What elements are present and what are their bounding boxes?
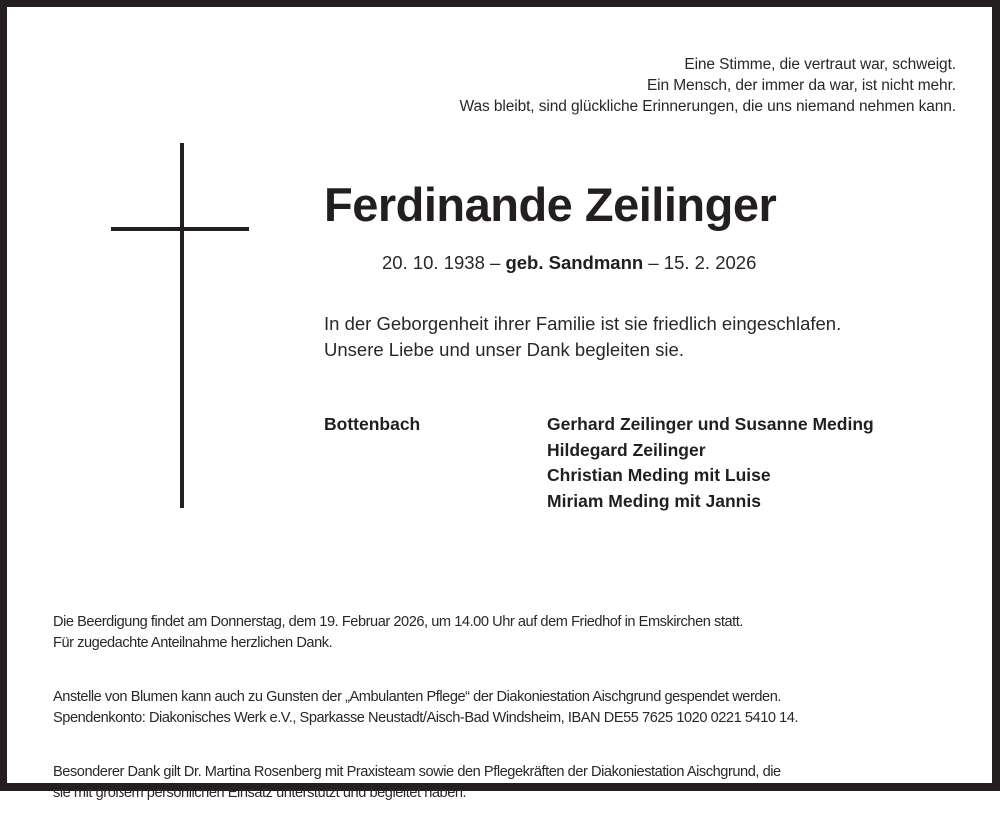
mourner-name: Gerhard Zeilinger und Susanne Meding bbox=[547, 414, 874, 434]
cross-horizontal-beam bbox=[111, 227, 249, 231]
mourners-list bbox=[547, 412, 874, 514]
donation-notice-line: Anstelle von Blumen kann auch zu Gunsten der „Ambulanten Pflege“ der Diakoniestation Aischgrund gespendet werden. bbox=[53, 689, 781, 705]
deceased-name: Ferdinande Zeilinger bbox=[324, 178, 777, 231]
thanks-notice-line: Besonderer Dank gilt Dr. Martina Rosenberg mit Praxisteam sowie den Pflegekräften der Diakoniestation Aischgrund, die bbox=[53, 764, 781, 780]
cross-vertical-beam bbox=[180, 143, 184, 508]
motto-line: Eine Stimme, die vertraut war, schweigt. bbox=[684, 56, 956, 73]
motto-verse bbox=[460, 54, 956, 117]
motto-line: Ein Mensch, der immer da war, ist nicht mehr. bbox=[646, 77, 956, 94]
maiden-name: geb. Sandmann bbox=[505, 252, 644, 273]
motto-line: Was bleibt, sind glückliche Erinnerungen, die uns niemand nehmen kann. bbox=[459, 98, 956, 115]
thanks-notice-line: sie mit großem persönlichen Einsatz unterstützt und begleitet haben. bbox=[53, 785, 467, 801]
date-separator: – bbox=[484, 252, 506, 273]
date-separator: – bbox=[643, 252, 664, 273]
mourner-name: Christian Meding mit Luise bbox=[547, 465, 771, 485]
mourner-name: Miriam Meding mit Jannis bbox=[547, 490, 761, 511]
birth-date: 20. 10. 1938 bbox=[382, 252, 485, 273]
sentence-line: In der Geborgenheit ihrer Familie ist sie friedlich eingeschlafen. bbox=[324, 313, 842, 334]
donation-notice-line: Spendenkonto: Diakonisches Werk e.V., Sparkasse Neustadt/Aisch-Bad Windsheim, IBAN DE55 7625 1020 0221 5410 14. bbox=[53, 710, 799, 726]
death-date: 15. 2. 2026 bbox=[663, 252, 757, 273]
funeral-notice-line: Die Beerdigung findet am Donnerstag, dem 19. Februar 2026, um 14.00 Uhr auf dem Friedhof in Emskirchen statt. bbox=[53, 614, 743, 630]
sentence-line: Unsere Liebe und unser Dank begleiten sie. bbox=[324, 339, 684, 360]
mourners-place: Bottenbach bbox=[324, 414, 421, 434]
memorial-sentence bbox=[324, 311, 841, 363]
funeral-notice-line: Für zugedachte Anteilnahme herzlichen Dank. bbox=[53, 635, 333, 651]
mourner-name: Hildegard Zeilinger bbox=[547, 439, 706, 460]
notes-section bbox=[53, 601, 983, 815]
life-dates bbox=[382, 251, 756, 275]
